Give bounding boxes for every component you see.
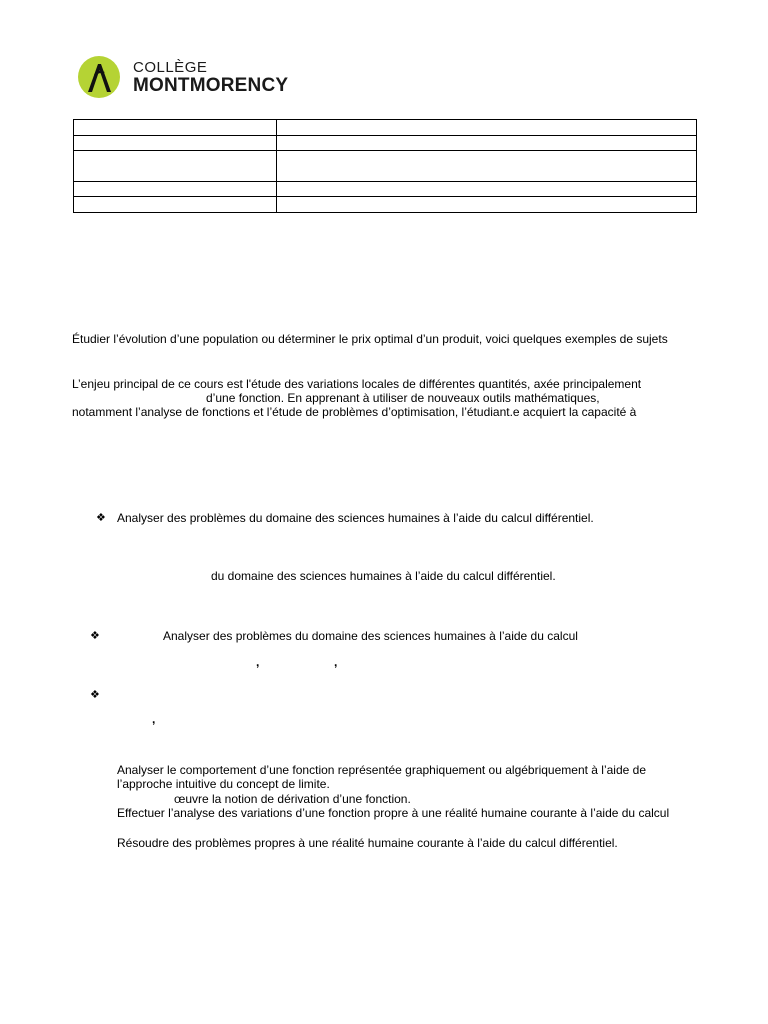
element-1-line-1: Analyser le comportement d’une fonction représentée graphiquement ou algébriquement à l’aide de — [117, 763, 647, 777]
enjeu-line-1: L’enjeu principal de ce cours est l'étude des variations locales de différentes quantités, axée principalement — [72, 377, 642, 391]
course-info-table — [73, 119, 697, 213]
stray-comma: , — [256, 655, 260, 669]
table-cell — [277, 136, 697, 151]
table-cell — [277, 197, 697, 213]
enjeu-line-3: notamment l’analyse de fonctions et l’étude de problèmes d’optimisation, l’étudiant.e acquiert la capacité à — [72, 405, 637, 419]
table-cell — [277, 182, 697, 197]
enjeu-line-2: d’une fonction. En apprenant à utiliser de nouveaux outils mathématiques, — [206, 391, 600, 405]
table-cell — [277, 151, 697, 182]
competence-fragment: du domaine des sciences humaines à l’aide du calcul différentiel. — [211, 569, 556, 583]
element-4: Résoudre des problèmes propres à une réalité humaine courante à l’aide du calcul différentiel. — [117, 836, 618, 850]
table-cell — [74, 120, 277, 136]
college-montmorency-logo-icon — [78, 56, 120, 98]
bullet-icon: ❖ — [90, 689, 100, 701]
bullet-icon: ❖ — [90, 630, 100, 642]
table-cell — [74, 182, 277, 197]
logo-text-montmorency: MONTMORENCY — [133, 75, 289, 96]
bullet-text-1: Analyser des problèmes du domaine des sciences humaines à l’aide du calcul différentiel. — [117, 511, 594, 525]
table-row — [74, 136, 697, 151]
table-row — [74, 120, 697, 136]
table-cell — [277, 120, 697, 136]
element-2: œuvre la notion de dérivation d’une fonction. — [174, 792, 411, 806]
table-row — [74, 151, 697, 182]
table-cell — [74, 197, 277, 213]
logo-text-college: COLLÈGE — [133, 59, 208, 76]
intro-text: Étudier l’évolution d’une population ou déterminer le prix optimal d’un produit, voici quelques exemples de sujets — [72, 332, 668, 346]
table-row — [74, 182, 697, 197]
college-logo — [78, 56, 318, 100]
element-1-line-2: l’approche intuitive du concept de limite. — [117, 777, 330, 791]
table-row — [74, 197, 697, 213]
table-cell — [74, 136, 277, 151]
element-3: Effectuer l’analyse des variations d’une fonction propre à une réalité humaine courante à l’aide du calcul — [117, 806, 670, 820]
stray-comma: , — [334, 655, 338, 669]
bullet-icon: ❖ — [96, 512, 106, 524]
stray-comma: , — [152, 712, 156, 726]
table-cell — [74, 151, 277, 182]
bullet-text-2: Analyser des problèmes du domaine des sciences humaines à l’aide du calcul — [163, 629, 578, 643]
